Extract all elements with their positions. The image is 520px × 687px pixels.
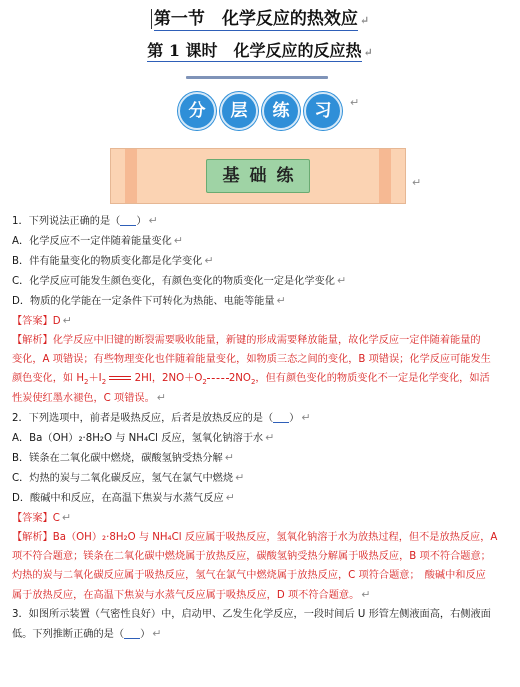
answer-blank xyxy=(120,214,136,226)
q1-answer: 【答案】D ↵ xyxy=(12,314,72,327)
q1-option-a: A．化学反应不一定伴随着能量变化 ↵ xyxy=(12,234,183,247)
section-label: 基础练 xyxy=(206,159,310,193)
banner-circle-4: 习 xyxy=(304,92,342,130)
q2-option-a: A．Ba（OH）₂·8H₂O 与 NH₄Cl 反应，氢氧化钠溶于水 ↵ xyxy=(12,431,275,444)
banner-circle-1: 分 xyxy=(178,92,216,130)
practice-banner xyxy=(178,92,338,132)
q1-stem: 1．下列说法正确的是（ ） ↵ xyxy=(12,214,158,227)
q1-analysis: 【解析】化学反应中旧键的断裂需要吸收能量，新键的形成需要释放能量，故化学反应一定伴随着能量的 xyxy=(12,335,481,346)
q1-option-c: C．化学反应可能发生颜色变化，有颜色变化的物质变化一定是化学变化 ↵ xyxy=(12,274,347,287)
paragraph-mark: ↵ xyxy=(412,176,422,189)
reversible-arrow-icon xyxy=(109,374,131,382)
lesson-subtitle: 第 1 课时 化学反应的反应热 ↵ xyxy=(147,41,373,60)
question-content: 1．下列说法正确的是（ ） ↵ A．化学反应不一定伴随着能量变化 ↵ B．伴有能量变化的物质变化都是化学变化 ↵ C．化学反应可能发生颜色变化，有颜色变化的物质变化一定是化学变化 ↵ D．物质的化学能在一定条件下可转化为热能、电能等能量 ↵ 【答案】D ↵ 【解析】化学反应中旧键的断裂需要吸收能量，新键的形成需要释放能量，故化学反应一定伴随着能量的 变化，A 项错误；有些物理变化也伴随着能量变化，如物质三态之间的变化，B 项错误；化学反应可能发生 颜色变化，如 $H_2+I_2$ 2HI，$2NO+O_2$ $2NO_2$，但有颜色变化的物质变化不一定是化学变化，如活 性炭使红墨水褪色，C 项错误。 ↵ 2．下列选项中，前者是吸热反应，后者是放热反应的是（ ） ↵ A．Ba（OH）₂·8H₂O 与 NH₄Cl 反应，氢氧化钠溶于水 ↵ B．镁条在二氧化碳中燃烧，碳酸氢钠受热分解 ↵ C．灼热的炭与二氧化碳反应，氢气在氯气中燃烧 ↵ D．酸碱中和反应，在高温下焦炭与水蒸气反应 ↵ 【答案】C ↵ 【解析】Ba（OH）₂·8H₂O 与 NH₄Cl 反应属于吸热反应，氢氧化钠溶于水为放热过程，但不是放热反应，A 项不符合题意；镁条在二氧化碳中燃烧属于放热反应，碳酸氢钠受热分解属于吸热反应，B 项不符合题意； 灼热的炭与二氧化碳反应属于吸热反应，氢气在氯气中燃烧属于放热反应，C 项符合题意； 酸碱中和反应 属于放热反应，在高温下焦炭与水蒸气反应属于吸热反应，D 项不符合题意。 ↵ 3．如图所示装置（气密性良好）中，启动甲、乙发生化学反应，一段时间后 U 形管左侧液面高，右侧液面 低。下列推断正确的是（ ） ↵ xyxy=(12,211,508,644)
q2-answer: 【答案】C ↵ xyxy=(12,511,72,524)
lesson-title: 第一节 化学反应的热效应 ↵ xyxy=(0,4,520,29)
q1-option-d: D．物质的化学能在一定条件下可转化为热能、电能等能量 ↵ xyxy=(12,294,286,307)
section-header-box xyxy=(110,148,406,204)
q2-option-b: B．镁条在二氧化碳中燃烧，碳酸氢钠受热分解 ↵ xyxy=(12,451,234,464)
equals-dash-icon xyxy=(207,378,229,379)
q2-stem: 2．下列选项中，前者是吸热反应，后者是放热反应的是（ ） ↵ xyxy=(12,411,311,424)
paragraph-mark: ↵ xyxy=(350,96,360,109)
q2-option-c: C．灼热的炭与二氧化碳反应，氢气在氯气中燃烧 ↵ xyxy=(12,471,245,484)
q3-stem: 3．如图所示装置（气密性良好）中，启动甲、乙发生化学反应，一段时间后 U 形管左侧液面高，右侧液面 xyxy=(12,609,491,620)
banner-circle-3: 练 xyxy=(262,92,300,130)
answer-blank xyxy=(124,627,140,639)
q2-option-d: D．酸碱中和反应，在高温下焦炭与水蒸气反应 ↵ xyxy=(12,491,235,504)
answer-blank xyxy=(273,411,289,423)
banner-circle-2: 层 xyxy=(220,92,258,130)
banner-divider xyxy=(186,76,328,79)
q1-option-b: B．伴有能量变化的物质变化都是化学变化 ↵ xyxy=(12,254,214,267)
q2-analysis: 【解析】Ba（OH）₂·8H₂O 与 NH₄Cl 反应属于吸热反应，氢氧化钠溶于水为放热过程，但不是放热反应，A xyxy=(12,532,498,543)
